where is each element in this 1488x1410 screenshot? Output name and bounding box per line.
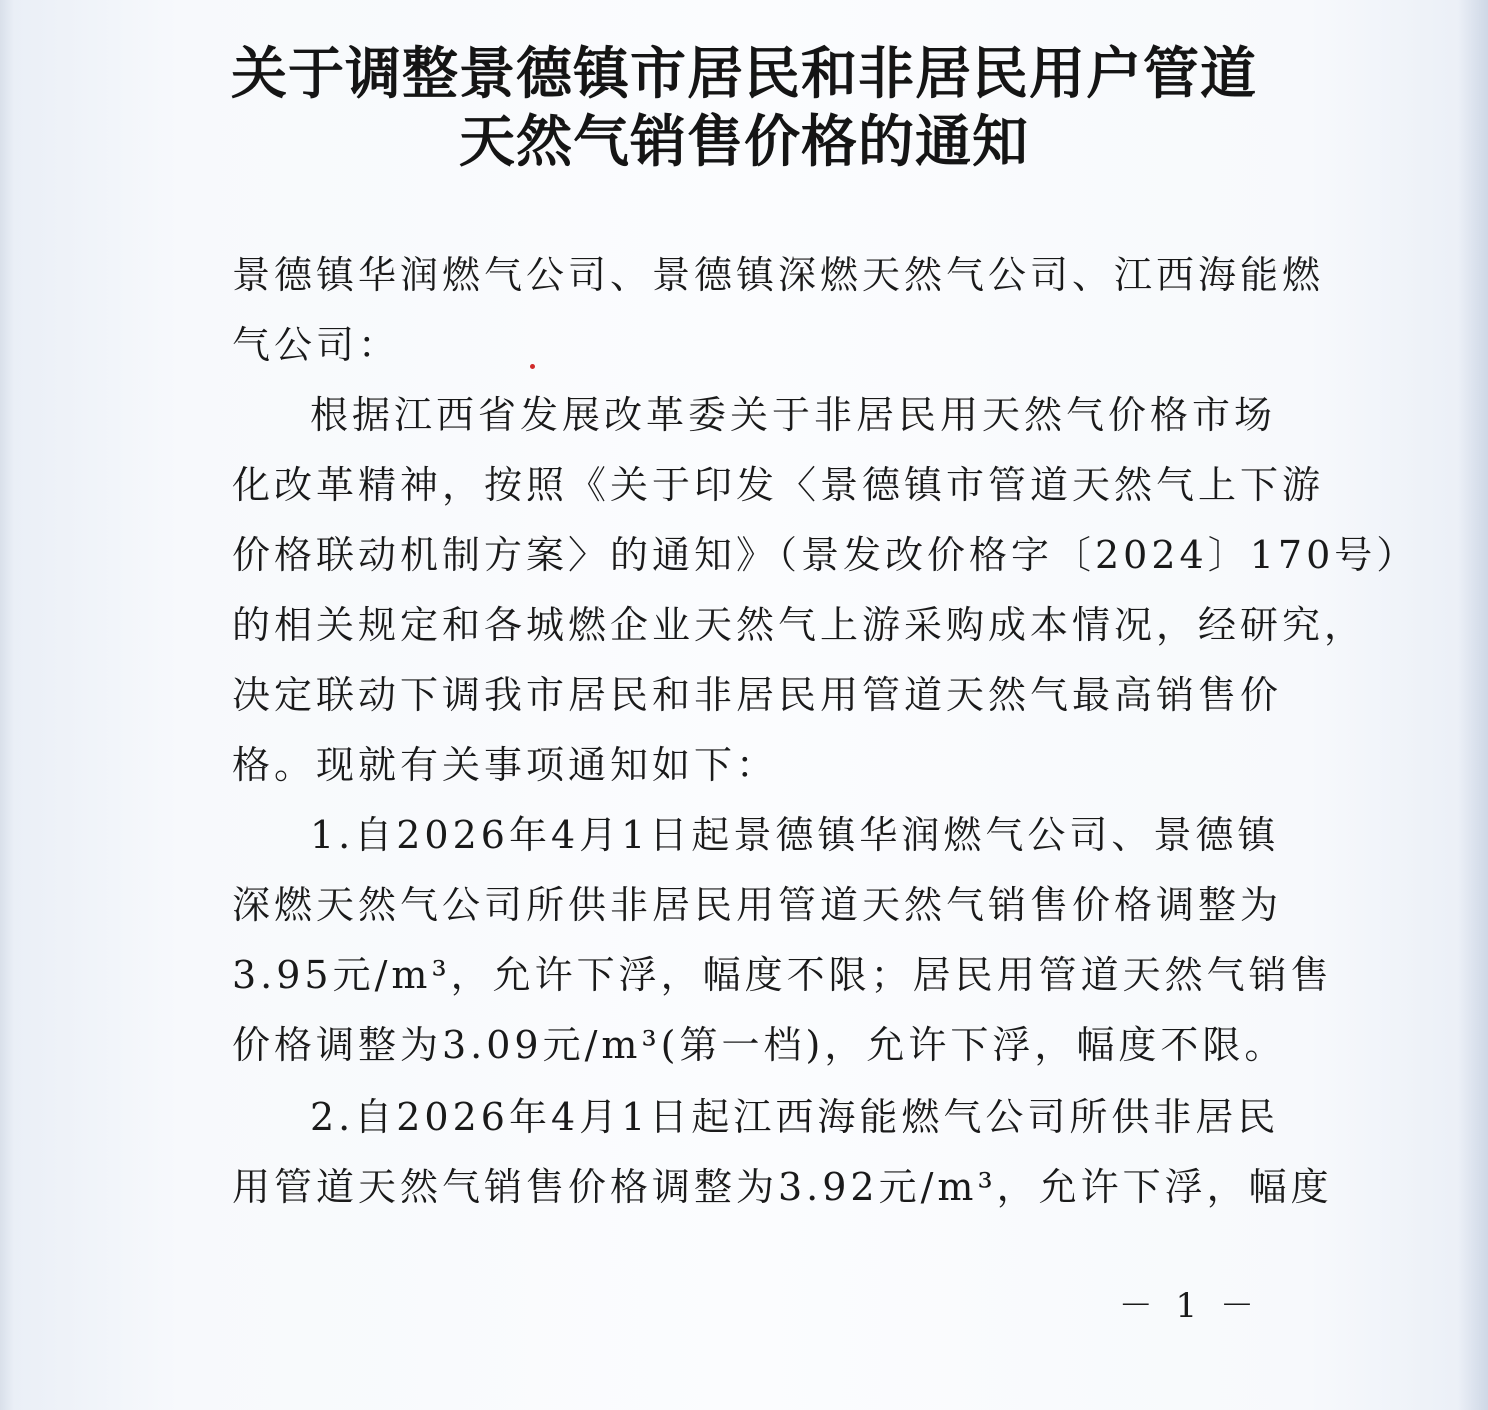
paragraph-line: 用管道天然气销售价格调整为3.92元/m³，允许下浮，幅度: [232, 1165, 1333, 1209]
scan-edge-right: [1458, 0, 1488, 1410]
addressee-line-1: 景德镇华润燃气公司、景德镇深燃天然气公司、江西海能燃: [232, 253, 1325, 297]
paragraph-item-1: [232, 800, 1333, 1080]
addressee-line-2: 气公司：: [232, 323, 401, 367]
red-ink-mark: [530, 364, 535, 369]
paragraph-line: 1.自2026年4月1日起景德镇华润燃气公司、景德镇: [310, 813, 1280, 857]
paragraph-line: 化改革精神，按照《关于印发〈景德镇市管道天然气上下游: [232, 463, 1325, 507]
paragraph-item-2: [232, 1082, 1333, 1222]
paragraph-line: 价格联动机制方案〉的通知》（景发改价格字〔2024〕170号）: [232, 533, 1419, 577]
document-title-line-2: 天然气销售价格的通知: [459, 109, 1029, 175]
paragraph-line: 2.自2026年4月1日起江西海能燃气公司所供非居民: [310, 1095, 1280, 1139]
paragraph-line: 价格调整为3.09元/m³(第一档)，允许下浮，幅度不限。: [232, 1023, 1287, 1067]
paragraph-line: 深燃天然气公司所供非居民用管道天然气销售价格调整为: [232, 883, 1283, 927]
paragraph-line: 的相关规定和各城燃企业天然气上游采购成本情况，经研究，: [232, 603, 1367, 647]
document-title-line-1: 关于调整景德镇市居民和非居民用户管道: [231, 41, 1257, 107]
paragraph-line: 决定联动下调我市居民和非居民用管道天然气最高销售价: [232, 673, 1283, 717]
paragraph-intro: [232, 380, 1419, 800]
scan-edge-left: [0, 0, 14, 1410]
paragraph-line: 格。现就有关事项通知如下：: [232, 743, 779, 787]
paragraph-line: 3.95元/m³，允许下浮，幅度不限；居民用管道天然气销售: [232, 953, 1333, 997]
paragraph-line: 根据江西省发展改革委关于非居民用天然气价格市场: [310, 393, 1277, 437]
addressee: [232, 240, 1325, 380]
page-number: － 1 －: [1118, 1286, 1260, 1326]
